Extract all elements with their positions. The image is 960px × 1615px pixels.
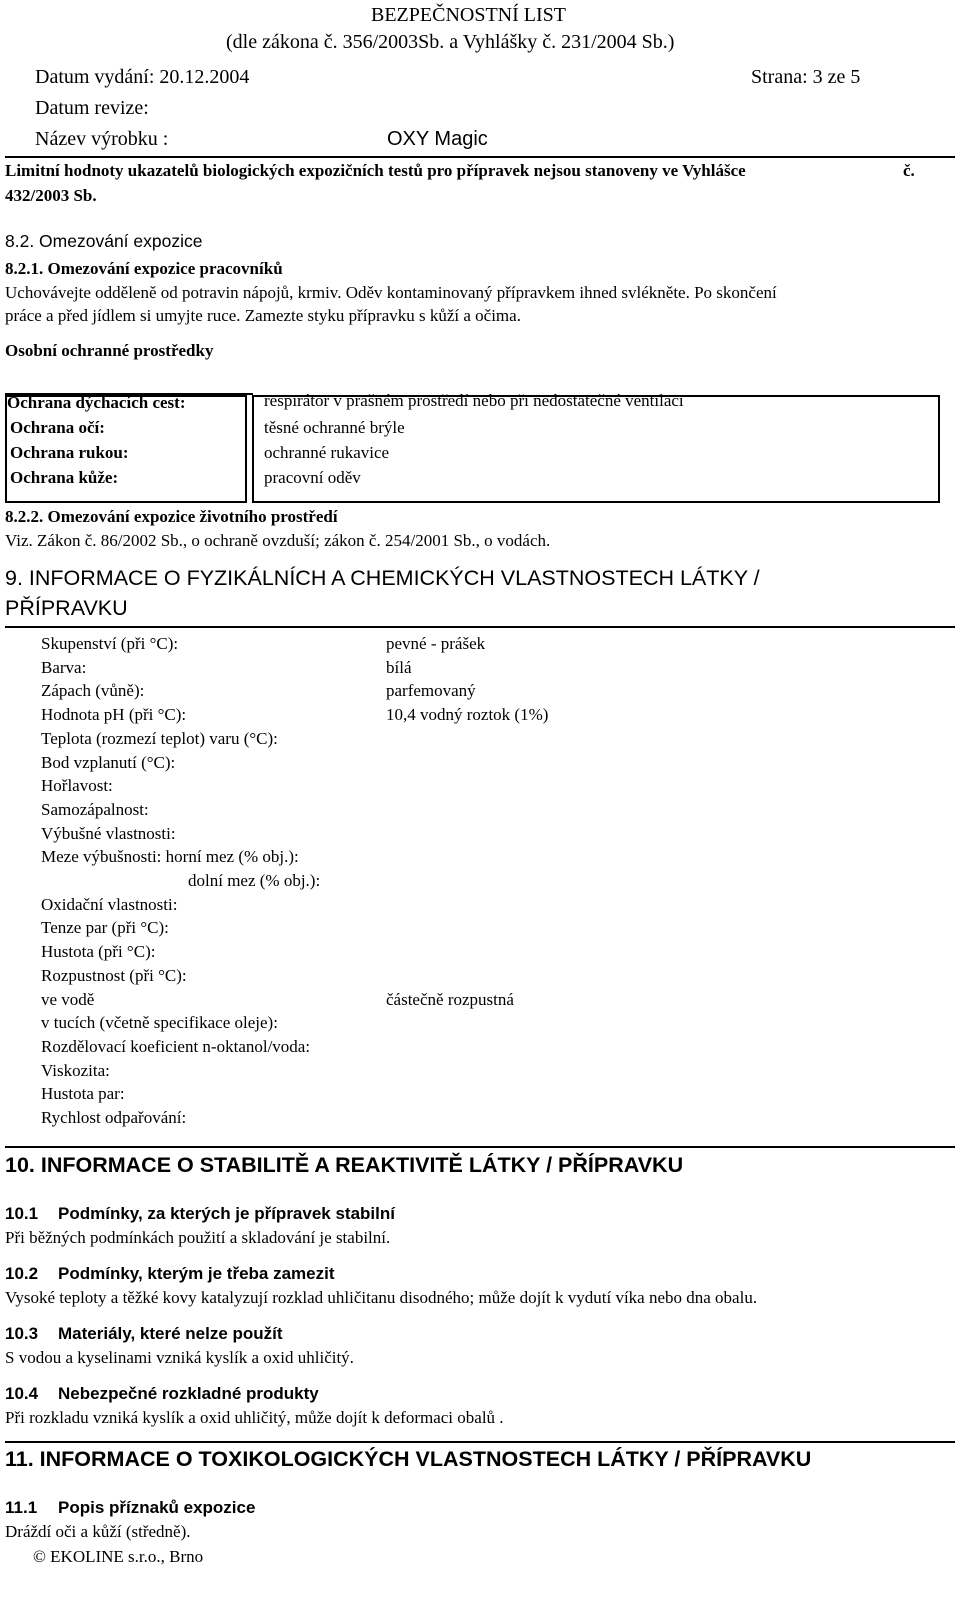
product-name: OXY Magic <box>387 128 488 150</box>
property-label: Barva: <box>41 658 87 677</box>
property-label: Zápach (vůně): <box>41 681 145 700</box>
ppe-label-skin: Ochrana kůže: <box>10 468 119 487</box>
section-8-2-2-heading: 8.2.2. Omezování expozice životního prostředí <box>5 507 338 526</box>
property-label: Výbušné vlastnosti: <box>41 824 176 843</box>
section-10-4-number: 10.4 <box>5 1384 39 1403</box>
section-8-2-1-text-line1: Uchovávejte odděleně od potravin nápojů, krmiv. Oděv kontaminovaný přípravkem ihned svlékněte. Po skončení <box>5 283 777 302</box>
property-label: Meze výbušnosti: horní mez (% obj.): <box>41 847 299 866</box>
property-value: 10,4 vodný roztok (1%) <box>386 705 549 724</box>
section-9-heading-line1: 9. INFORMACE O FYZIKÁLNÍCH A CHEMICKÝCH VLASTNOSTECH LÁTKY / <box>5 566 760 590</box>
section-10-1-title: Podmínky, za kterých je přípravek stabilní <box>58 1204 395 1223</box>
ppe-value-eyes: těsné ochranné brýle <box>264 418 405 437</box>
section-8-2-1-heading: 8.2.1. Omezování expozice pracovníků <box>5 259 283 278</box>
property-label: Rychlost odpařování: <box>41 1108 187 1127</box>
property-label: Hustota par: <box>41 1084 125 1103</box>
document-legal-basis: (dle zákona č. 356/2003Sb. a Vyhlášky č. 231/2004 Sb.) <box>226 31 675 53</box>
ppe-label-hands: Ochrana rukou: <box>10 443 129 462</box>
section-8-2-2-text: Viz. Zákon č. 86/2002 Sb., o ochraně ovzduší; zákon č. 254/2001 Sb., o vodách. <box>5 531 551 550</box>
property-value: částečně rozpustná <box>386 990 514 1009</box>
section-11-top-divider <box>5 1441 955 1443</box>
revision-date-label: Datum revize: <box>35 97 149 119</box>
ppe-value-hands: ochranné rukavice <box>264 443 390 462</box>
section-10-top-divider <box>5 1146 955 1148</box>
ppe-value-skin: pracovní oděv <box>264 468 361 487</box>
ppe-value-respiratory: respirátor v prašném prostředí nebo při nedostatečné ventilaci <box>264 391 684 410</box>
section-10-heading: 10. INFORMACE O STABILITĚ A REAKTIVITĚ LÁTKY / PŘÍPRAVKU <box>5 1153 684 1177</box>
biological-limits-note-line2: 432/2003 Sb. <box>5 186 97 205</box>
footer-copyright: © EKOLINE s.r.o., Brno <box>33 1547 204 1566</box>
property-label: Samozápalnost: <box>41 800 149 819</box>
section-8-2-1-text-line2: práce a před jídlem si umyjte ruce. Zamezte styku přípravku s kůží a očima. <box>5 306 521 325</box>
section-10-2-number: 10.2 <box>5 1264 39 1283</box>
section-9-divider <box>5 626 955 628</box>
property-label: Hodnota pH (při °C): <box>41 705 187 724</box>
property-value: bílá <box>386 658 412 677</box>
section-11-1-text: Dráždí oči a kůží (středně). <box>5 1522 191 1541</box>
ppe-label-eyes: Ochrana očí: <box>10 418 105 437</box>
section-10-4-text: Při rozkladu vzniká kyslík a oxid uhličitý, může dojít k deformaci obalů . <box>5 1408 504 1427</box>
issue-date: Datum vydání: 20.12.2004 <box>35 66 250 88</box>
header-divider <box>5 156 955 158</box>
biological-limits-note-c: č. <box>903 161 915 180</box>
property-label: ve vodě <box>41 990 95 1009</box>
property-label: Hustota (při °C): <box>41 942 156 961</box>
section-10-1-number: 10.1 <box>5 1204 39 1223</box>
ppe-label-respiratory: Ochrana dýchacích cest: <box>7 393 186 412</box>
section-10-3-text: S vodou a kyselinami vzniká kyslík a oxid uhličitý. <box>5 1348 354 1367</box>
ppe-heading: Osobní ochranné prostředky <box>5 341 214 360</box>
section-10-3-number: 10.3 <box>5 1324 39 1343</box>
section-10-4-title: Nebezpečné rozkladné produkty <box>58 1384 319 1403</box>
section-11-1-number: 11.1 <box>5 1498 38 1517</box>
section-11-heading: 11. INFORMACE O TOXIKOLOGICKÝCH VLASTNOSTECH LÁTKY / PŘÍPRAVKU <box>5 1447 812 1471</box>
property-label: Hořlavost: <box>41 776 113 795</box>
property-label: v tucích (včetně specifikace oleje): <box>41 1013 278 1032</box>
section-8-2-heading: 8.2. Omezování expozice <box>5 231 203 251</box>
property-label: Rozdělovací koeficient n-oktanol/voda: <box>41 1037 311 1056</box>
section-9-heading-line2: PŘÍPRAVKU <box>5 596 128 620</box>
property-label: Teplota (rozmezí teplot) varu (°C): <box>41 729 278 748</box>
section-10-2-text: Vysoké teploty a těžké kovy katalyzují rozklad uhličitanu disodného; může dojít k vydutí víka nebo dna obalu. <box>5 1288 758 1307</box>
property-label: Viskozita: <box>41 1061 110 1080</box>
section-10-2-title: Podmínky, kterým je třeba zamezit <box>58 1264 335 1283</box>
section-11-1-title: Popis příznaků expozice <box>58 1498 256 1517</box>
biological-limits-note: Limitní hodnoty ukazatelů biologických expozičních testů pro přípravek nejsou stanoveny ve Vyhlášce <box>5 161 746 180</box>
product-name-label: Název výrobku : <box>35 128 169 150</box>
page-number: Strana: 3 ze 5 <box>751 66 861 88</box>
section-10-1-text: Při běžných podmínkách použití a skladování je stabilní. <box>5 1228 391 1247</box>
property-label: Skupenství (při °C): <box>41 634 179 653</box>
property-label: Bod vzplanutí (°C): <box>41 753 176 772</box>
property-label: dolní mez (% obj.): <box>188 871 321 890</box>
document-title: BEZPEČNOSTNÍ LIST <box>371 4 566 26</box>
property-value: parfemovaný <box>386 681 476 700</box>
property-value: pevné - prášek <box>386 634 486 653</box>
property-label: Oxidační vlastnosti: <box>41 895 178 914</box>
property-label: Rozpustnost (při °C): <box>41 966 187 985</box>
section-10-3-title: Materiály, které nelze použít <box>58 1324 283 1343</box>
property-label: Tenze par (při °C): <box>41 918 169 937</box>
